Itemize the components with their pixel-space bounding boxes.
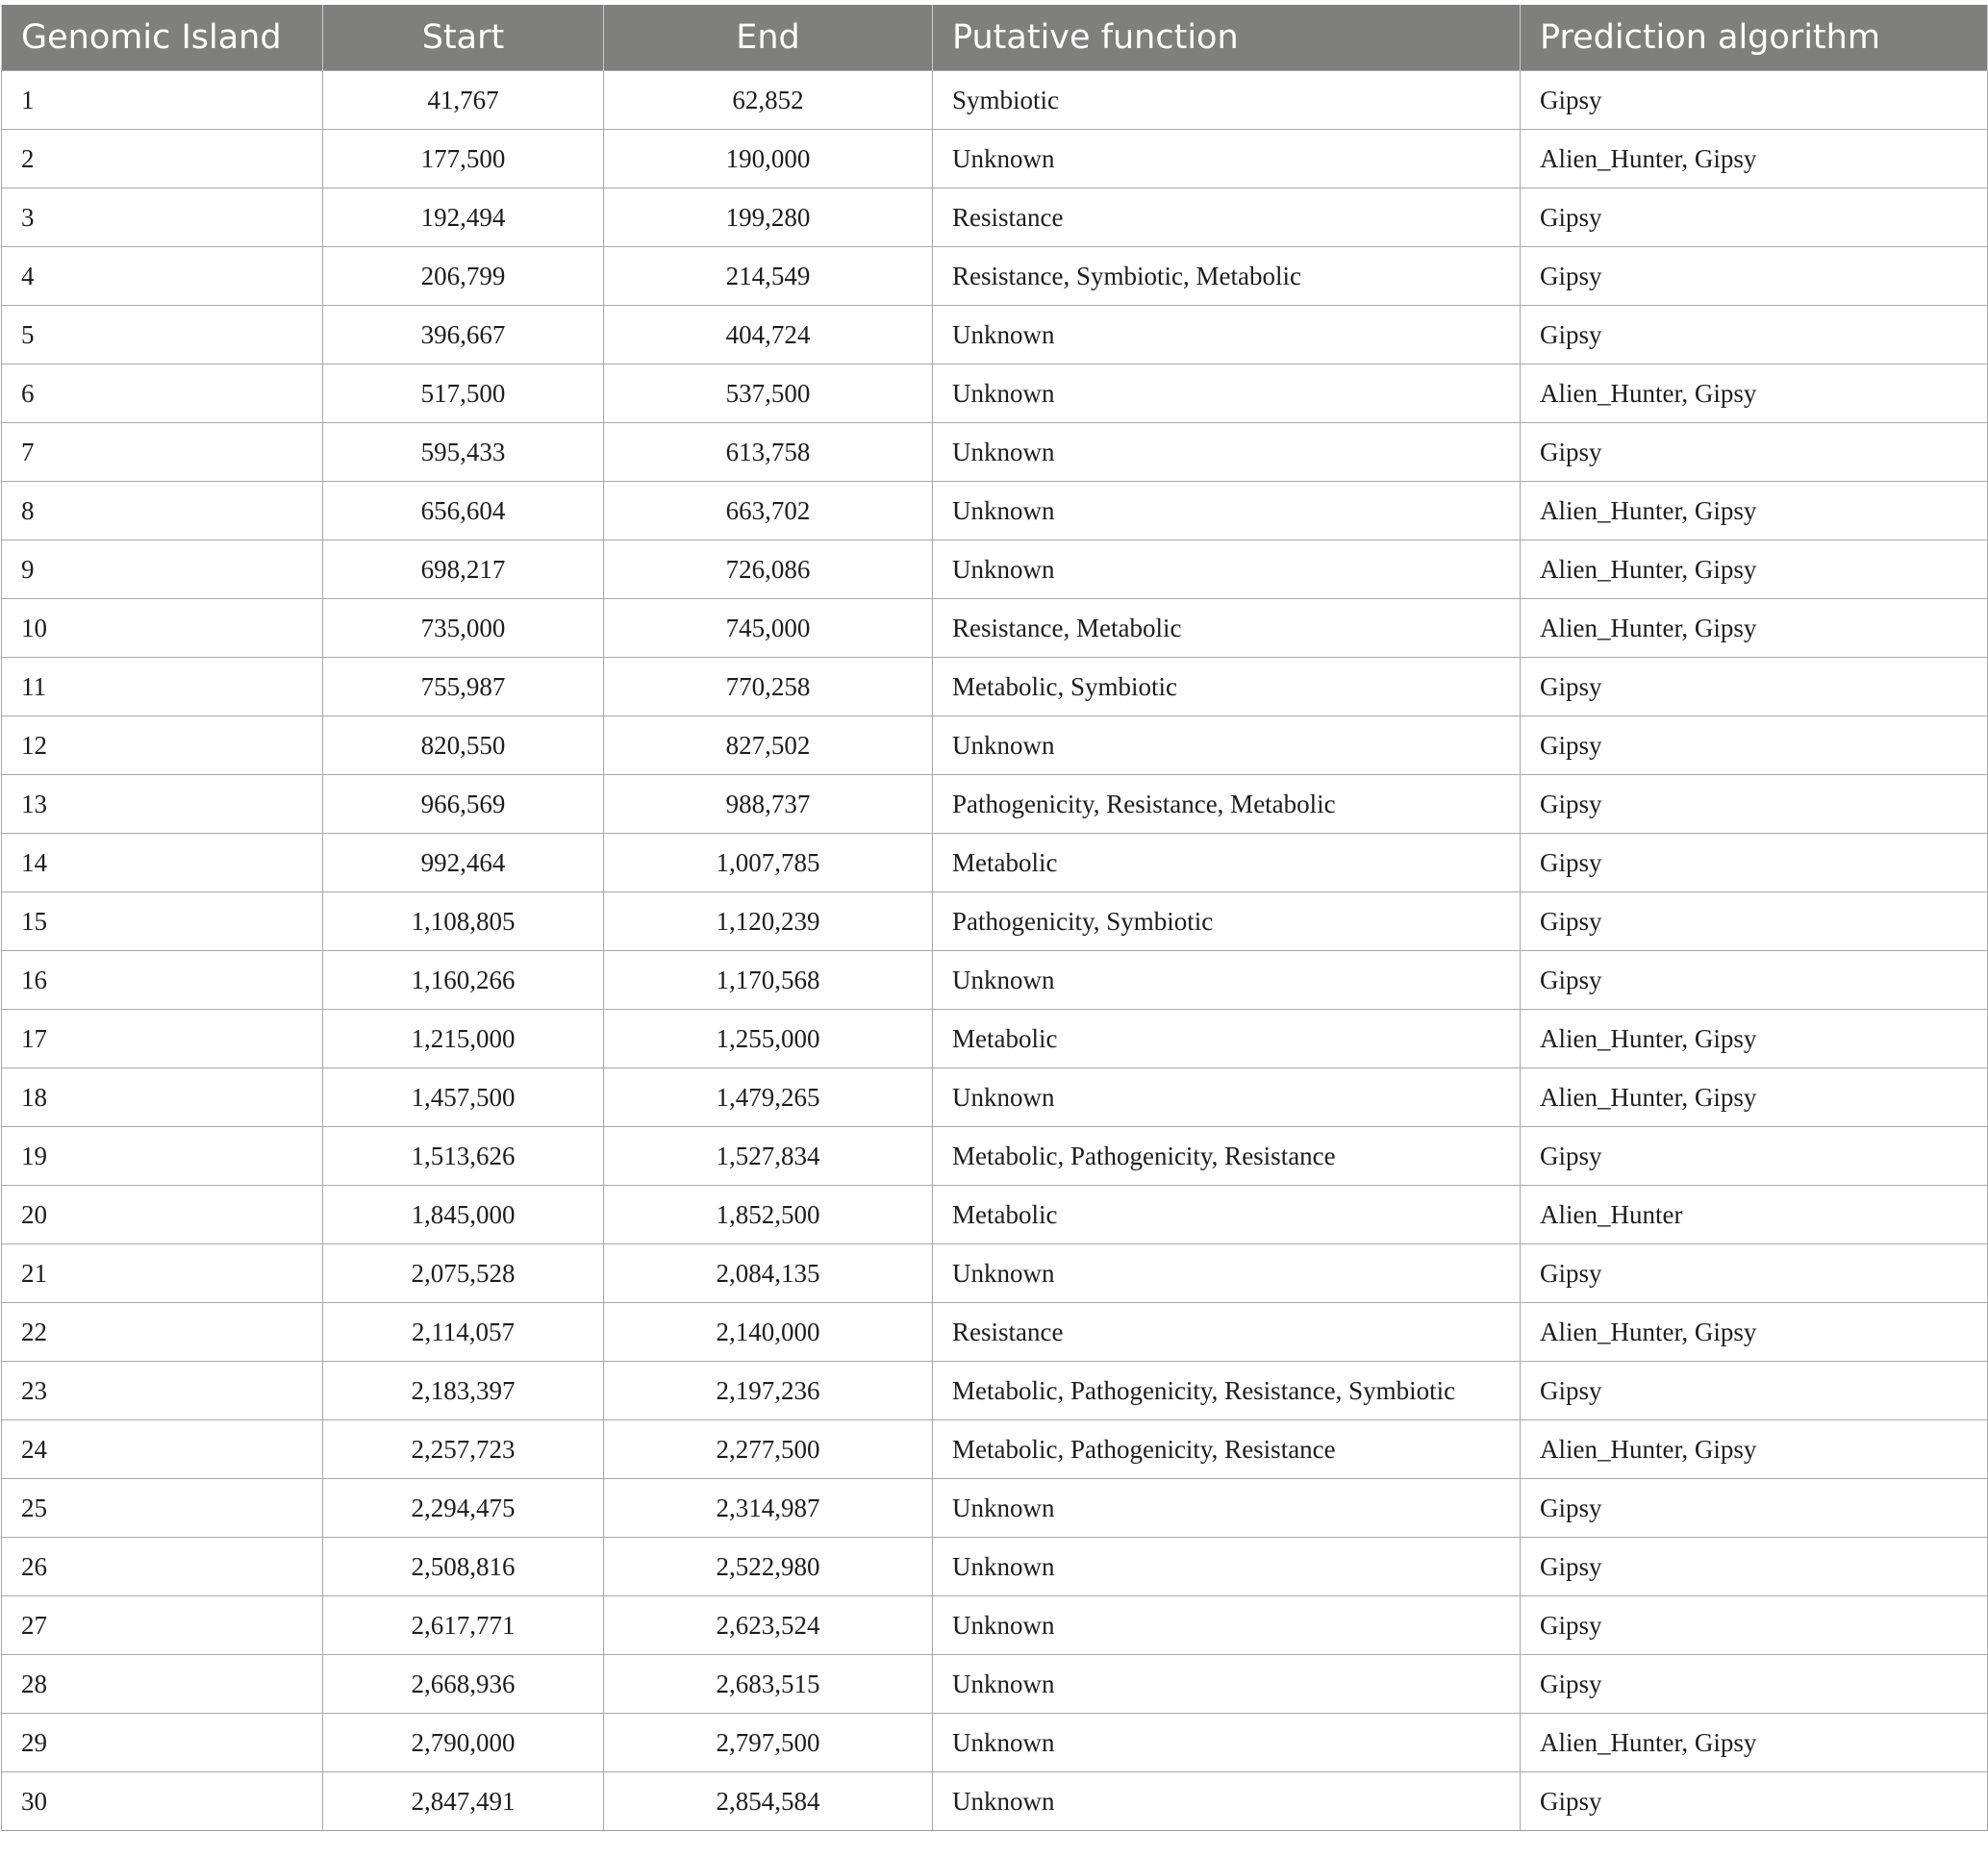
cell-prediction-algorithm: Gipsy — [1521, 775, 1988, 834]
cell-putative-function: Metabolic, Pathogenicity, Resistance, Symbiotic — [933, 1362, 1521, 1420]
cell-prediction-algorithm: Gipsy — [1521, 1772, 1988, 1831]
cell-end: 745,000 — [604, 599, 933, 658]
cell-start: 396,667 — [323, 306, 604, 364]
header-start: Start — [323, 5, 604, 71]
cell-genomic-island: 29 — [2, 1714, 323, 1772]
cell-start: 2,668,936 — [323, 1655, 604, 1714]
cell-genomic-island: 28 — [2, 1655, 323, 1714]
cell-prediction-algorithm: Gipsy — [1521, 1362, 1988, 1420]
cell-prediction-algorithm: Gipsy — [1521, 1479, 1988, 1538]
cell-putative-function: Unknown — [933, 1772, 1521, 1831]
cell-end: 190,000 — [604, 130, 933, 188]
table-row — [2, 951, 1988, 1010]
cell-putative-function: Unknown — [933, 1479, 1521, 1538]
genomic-islands-table — [1, 5, 1988, 1831]
cell-start: 2,617,771 — [323, 1596, 604, 1655]
cell-genomic-island: 15 — [2, 892, 323, 951]
cell-putative-function: Resistance — [933, 1303, 1521, 1362]
cell-prediction-algorithm: Alien_Hunter, Gipsy — [1521, 1010, 1988, 1068]
cell-prediction-algorithm: Gipsy — [1521, 1127, 1988, 1186]
table-row — [2, 1420, 1988, 1479]
cell-genomic-island: 3 — [2, 188, 323, 247]
header-row — [2, 5, 1988, 71]
table-row — [2, 247, 1988, 306]
table-row — [2, 130, 1988, 188]
cell-prediction-algorithm: Gipsy — [1521, 834, 1988, 892]
cell-prediction-algorithm: Gipsy — [1521, 716, 1988, 775]
table-row — [2, 1538, 1988, 1596]
cell-start: 1,845,000 — [323, 1186, 604, 1244]
cell-start: 1,215,000 — [323, 1010, 604, 1068]
cell-prediction-algorithm: Gipsy — [1521, 892, 1988, 951]
cell-prediction-algorithm: Alien_Hunter, Gipsy — [1521, 130, 1988, 188]
table-row — [2, 1010, 1988, 1068]
cell-end: 2,314,987 — [604, 1479, 933, 1538]
cell-putative-function: Metabolic — [933, 834, 1521, 892]
cell-end: 2,277,500 — [604, 1420, 933, 1479]
cell-prediction-algorithm: Gipsy — [1521, 951, 1988, 1010]
cell-start: 177,500 — [323, 130, 604, 188]
cell-putative-function: Unknown — [933, 1596, 1521, 1655]
cell-prediction-algorithm: Gipsy — [1521, 188, 1988, 247]
cell-genomic-island: 23 — [2, 1362, 323, 1420]
cell-prediction-algorithm: Alien_Hunter, Gipsy — [1521, 1714, 1988, 1772]
header-putative-function: Putative function — [933, 5, 1521, 71]
cell-end: 1,852,500 — [604, 1186, 933, 1244]
cell-putative-function: Metabolic, Pathogenicity, Resistance — [933, 1420, 1521, 1479]
table-row — [2, 423, 1988, 482]
table-row — [2, 1596, 1988, 1655]
cell-genomic-island: 19 — [2, 1127, 323, 1186]
cell-putative-function: Pathogenicity, Symbiotic — [933, 892, 1521, 951]
table-row — [2, 892, 1988, 951]
cell-end: 1,527,834 — [604, 1127, 933, 1186]
cell-start: 820,550 — [323, 716, 604, 775]
cell-putative-function: Symbiotic — [933, 71, 1521, 130]
cell-prediction-algorithm: Alien_Hunter, Gipsy — [1521, 599, 1988, 658]
cell-putative-function: Unknown — [933, 716, 1521, 775]
cell-putative-function: Resistance, Symbiotic, Metabolic — [933, 247, 1521, 306]
table-row — [2, 306, 1988, 364]
cell-prediction-algorithm: Gipsy — [1521, 306, 1988, 364]
cell-end: 1,170,568 — [604, 951, 933, 1010]
table-row — [2, 1186, 1988, 1244]
table-row — [2, 540, 1988, 599]
cell-genomic-island: 12 — [2, 716, 323, 775]
cell-start: 595,433 — [323, 423, 604, 482]
cell-end: 2,683,515 — [604, 1655, 933, 1714]
cell-putative-function: Metabolic — [933, 1010, 1521, 1068]
cell-putative-function: Resistance, Metabolic — [933, 599, 1521, 658]
cell-prediction-algorithm: Gipsy — [1521, 1538, 1988, 1596]
cell-prediction-algorithm: Alien_Hunter, Gipsy — [1521, 364, 1988, 423]
cell-start: 1,160,266 — [323, 951, 604, 1010]
cell-genomic-island: 21 — [2, 1244, 323, 1303]
cell-start: 2,183,397 — [323, 1362, 604, 1420]
cell-genomic-island: 11 — [2, 658, 323, 716]
cell-start: 206,799 — [323, 247, 604, 306]
cell-end: 537,500 — [604, 364, 933, 423]
cell-prediction-algorithm: Gipsy — [1521, 1244, 1988, 1303]
cell-end: 214,549 — [604, 247, 933, 306]
cell-prediction-algorithm: Gipsy — [1521, 423, 1988, 482]
genomic-islands-table-container — [1, 5, 1987, 1831]
cell-genomic-island: 1 — [2, 71, 323, 130]
cell-prediction-algorithm: Alien_Hunter, Gipsy — [1521, 540, 1988, 599]
cell-genomic-island: 25 — [2, 1479, 323, 1538]
cell-genomic-island: 6 — [2, 364, 323, 423]
cell-prediction-algorithm: Alien_Hunter, Gipsy — [1521, 1303, 1988, 1362]
table-row — [2, 1772, 1988, 1831]
cell-genomic-island: 16 — [2, 951, 323, 1010]
cell-genomic-island: 20 — [2, 1186, 323, 1244]
cell-end: 2,197,236 — [604, 1362, 933, 1420]
cell-end: 2,084,135 — [604, 1244, 933, 1303]
table-body — [2, 71, 1988, 1831]
cell-prediction-algorithm: Gipsy — [1521, 658, 1988, 716]
cell-prediction-algorithm: Gipsy — [1521, 1655, 1988, 1714]
cell-genomic-island: 14 — [2, 834, 323, 892]
table-row — [2, 1244, 1988, 1303]
cell-start: 517,500 — [323, 364, 604, 423]
cell-genomic-island: 2 — [2, 130, 323, 188]
table-row — [2, 1479, 1988, 1538]
cell-putative-function: Metabolic, Pathogenicity, Resistance — [933, 1127, 1521, 1186]
table-row — [2, 71, 1988, 130]
cell-putative-function: Unknown — [933, 130, 1521, 188]
cell-genomic-island: 13 — [2, 775, 323, 834]
cell-start: 2,257,723 — [323, 1420, 604, 1479]
cell-putative-function: Unknown — [933, 1068, 1521, 1127]
cell-end: 1,255,000 — [604, 1010, 933, 1068]
cell-end: 2,140,000 — [604, 1303, 933, 1362]
cell-putative-function: Unknown — [933, 1244, 1521, 1303]
cell-start: 192,494 — [323, 188, 604, 247]
cell-end: 988,737 — [604, 775, 933, 834]
cell-end: 404,724 — [604, 306, 933, 364]
cell-putative-function: Unknown — [933, 364, 1521, 423]
cell-prediction-algorithm: Gipsy — [1521, 247, 1988, 306]
header-genomic-island: Genomic Island — [2, 5, 323, 71]
cell-start: 992,464 — [323, 834, 604, 892]
cell-end: 62,852 — [604, 71, 933, 130]
cell-end: 770,258 — [604, 658, 933, 716]
cell-putative-function: Resistance — [933, 188, 1521, 247]
cell-start: 755,987 — [323, 658, 604, 716]
cell-genomic-island: 27 — [2, 1596, 323, 1655]
cell-start: 2,075,528 — [323, 1244, 604, 1303]
cell-genomic-island: 26 — [2, 1538, 323, 1596]
cell-genomic-island: 5 — [2, 306, 323, 364]
cell-end: 1,007,785 — [604, 834, 933, 892]
cell-start: 656,604 — [323, 482, 604, 540]
cell-prediction-algorithm: Alien_Hunter, Gipsy — [1521, 1420, 1988, 1479]
table-row — [2, 658, 1988, 716]
cell-putative-function: Pathogenicity, Resistance, Metabolic — [933, 775, 1521, 834]
table-row — [2, 1362, 1988, 1420]
cell-putative-function: Unknown — [933, 1538, 1521, 1596]
table-row — [2, 599, 1988, 658]
cell-genomic-island: 18 — [2, 1068, 323, 1127]
cell-start: 41,767 — [323, 71, 604, 130]
cell-end: 827,502 — [604, 716, 933, 775]
table-row — [2, 364, 1988, 423]
cell-putative-function: Unknown — [933, 1655, 1521, 1714]
cell-genomic-island: 17 — [2, 1010, 323, 1068]
table-row — [2, 1655, 1988, 1714]
table-row — [2, 1714, 1988, 1772]
cell-putative-function: Unknown — [933, 306, 1521, 364]
cell-start: 735,000 — [323, 599, 604, 658]
cell-prediction-algorithm: Alien_Hunter — [1521, 1186, 1988, 1244]
cell-end: 199,280 — [604, 188, 933, 247]
cell-putative-function: Unknown — [933, 423, 1521, 482]
table-row — [2, 1127, 1988, 1186]
cell-putative-function: Unknown — [933, 1714, 1521, 1772]
cell-genomic-island: 10 — [2, 599, 323, 658]
cell-putative-function: Unknown — [933, 951, 1521, 1010]
cell-putative-function: Metabolic — [933, 1186, 1521, 1244]
cell-start: 1,513,626 — [323, 1127, 604, 1186]
cell-genomic-island: 4 — [2, 247, 323, 306]
cell-start: 2,847,491 — [323, 1772, 604, 1831]
cell-start: 1,457,500 — [323, 1068, 604, 1127]
cell-start: 1,108,805 — [323, 892, 604, 951]
cell-prediction-algorithm: Gipsy — [1521, 1596, 1988, 1655]
cell-genomic-island: 8 — [2, 482, 323, 540]
cell-start: 966,569 — [323, 775, 604, 834]
cell-prediction-algorithm: Alien_Hunter, Gipsy — [1521, 482, 1988, 540]
table-row — [2, 1303, 1988, 1362]
cell-end: 2,522,980 — [604, 1538, 933, 1596]
cell-start: 2,294,475 — [323, 1479, 604, 1538]
cell-end: 1,479,265 — [604, 1068, 933, 1127]
cell-start: 2,508,816 — [323, 1538, 604, 1596]
cell-end: 1,120,239 — [604, 892, 933, 951]
cell-start: 2,114,057 — [323, 1303, 604, 1362]
cell-start: 698,217 — [323, 540, 604, 599]
table-row — [2, 716, 1988, 775]
table-row — [2, 1068, 1988, 1127]
cell-end: 613,758 — [604, 423, 933, 482]
cell-putative-function: Metabolic, Symbiotic — [933, 658, 1521, 716]
cell-putative-function: Unknown — [933, 540, 1521, 599]
table-row — [2, 834, 1988, 892]
cell-end: 2,854,584 — [604, 1772, 933, 1831]
table-row — [2, 775, 1988, 834]
cell-start: 2,790,000 — [323, 1714, 604, 1772]
cell-end: 2,623,524 — [604, 1596, 933, 1655]
table-row — [2, 188, 1988, 247]
cell-putative-function: Unknown — [933, 482, 1521, 540]
cell-genomic-island: 22 — [2, 1303, 323, 1362]
cell-prediction-algorithm: Alien_Hunter, Gipsy — [1521, 1068, 1988, 1127]
cell-end: 2,797,500 — [604, 1714, 933, 1772]
cell-end: 726,086 — [604, 540, 933, 599]
header-prediction-algorithm: Prediction algorithm — [1521, 5, 1988, 71]
cell-genomic-island: 24 — [2, 1420, 323, 1479]
cell-prediction-algorithm: Gipsy — [1521, 71, 1988, 130]
cell-genomic-island: 30 — [2, 1772, 323, 1831]
table-row — [2, 482, 1988, 540]
cell-genomic-island: 9 — [2, 540, 323, 599]
header-end: End — [604, 5, 933, 71]
cell-genomic-island: 7 — [2, 423, 323, 482]
cell-end: 663,702 — [604, 482, 933, 540]
table-header — [2, 5, 1988, 71]
